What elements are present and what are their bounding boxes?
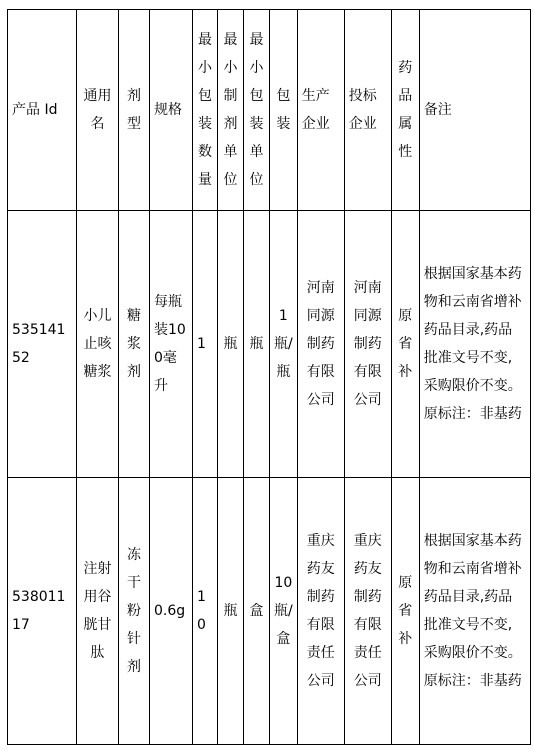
- header-form: [119, 10, 150, 211]
- header-pack: [270, 10, 298, 211]
- cell-min-unit: 瓶: [218, 211, 244, 478]
- header-bidder: 投标企业: [344, 10, 391, 211]
- cell-id: 53801117: [8, 478, 77, 745]
- cell-attr: 原省补: [391, 211, 419, 478]
- header-manufacturer: 生产企业: [297, 10, 344, 211]
- cell-manufacturer: 河南同源制药有限公司: [297, 211, 344, 478]
- header-attr: [391, 10, 419, 211]
- header-name-text: 通用名: [83, 88, 112, 132]
- header-min-pack-qty: [193, 10, 218, 211]
- cell-form: 冻干粉针剂: [119, 478, 150, 745]
- cell-spec: 0.6g: [150, 478, 193, 745]
- cell-min-pack-qty: 1: [193, 211, 218, 478]
- cell-bidder: 河南同源制药有限公司: [344, 211, 391, 478]
- cell-manufacturer: 重庆药友制药有限责任公司: [297, 478, 344, 745]
- header-min-pack-qty-text: 最小包装数量: [198, 32, 212, 188]
- header-min-pack-unit-text: 最小包装单位: [249, 32, 264, 188]
- cell-min-unit: 瓶: [218, 478, 244, 745]
- header-attr-text: 药品属性: [398, 60, 413, 160]
- cell-bidder: 重庆药友制药有限责任公司: [344, 478, 391, 745]
- header-min-pack-unit: [244, 10, 270, 211]
- cell-form: 糖浆剂: [119, 211, 150, 478]
- table-row: [8, 211, 531, 478]
- table-row: [8, 478, 531, 745]
- cell-min-pack-unit: 瓶: [244, 211, 270, 478]
- cell-attr: 原省补: [391, 478, 419, 745]
- cell-spec: 每瓶装100毫升: [150, 211, 193, 478]
- header-remark: 备注: [419, 10, 530, 211]
- cell-name: 注射用谷胱甘肽: [77, 478, 119, 745]
- cell-pack: 10瓶/盒: [270, 478, 298, 745]
- header-pack-text: 包装: [276, 88, 291, 132]
- cell-remark: 根据国家基本药物和云南省增补药品目录,药品批准文号不变,采购限价不变。原标注：非基药: [419, 211, 530, 478]
- header-min-unit-text: 最小制剂单位: [223, 32, 238, 188]
- cell-min-pack-qty: 10: [193, 478, 218, 745]
- cell-min-pack-unit: 盒: [244, 478, 270, 745]
- header-row: [8, 10, 531, 211]
- header-id: 产品 Id: [8, 10, 77, 211]
- header-spec: 规格: [150, 10, 193, 211]
- cell-id: 53514152: [8, 211, 77, 478]
- header-name: [77, 10, 119, 211]
- cell-name: 小儿止咳糖浆: [77, 211, 119, 478]
- header-min-unit: [218, 10, 244, 211]
- drug-table: [7, 9, 531, 745]
- cell-pack: 1瓶/瓶: [270, 211, 298, 478]
- cell-remark: 根据国家基本药物和云南省增补药品目录,药品批准文号不变,采购限价不变。原标注：非基药: [419, 478, 530, 745]
- header-form-text: 剂型: [127, 88, 141, 132]
